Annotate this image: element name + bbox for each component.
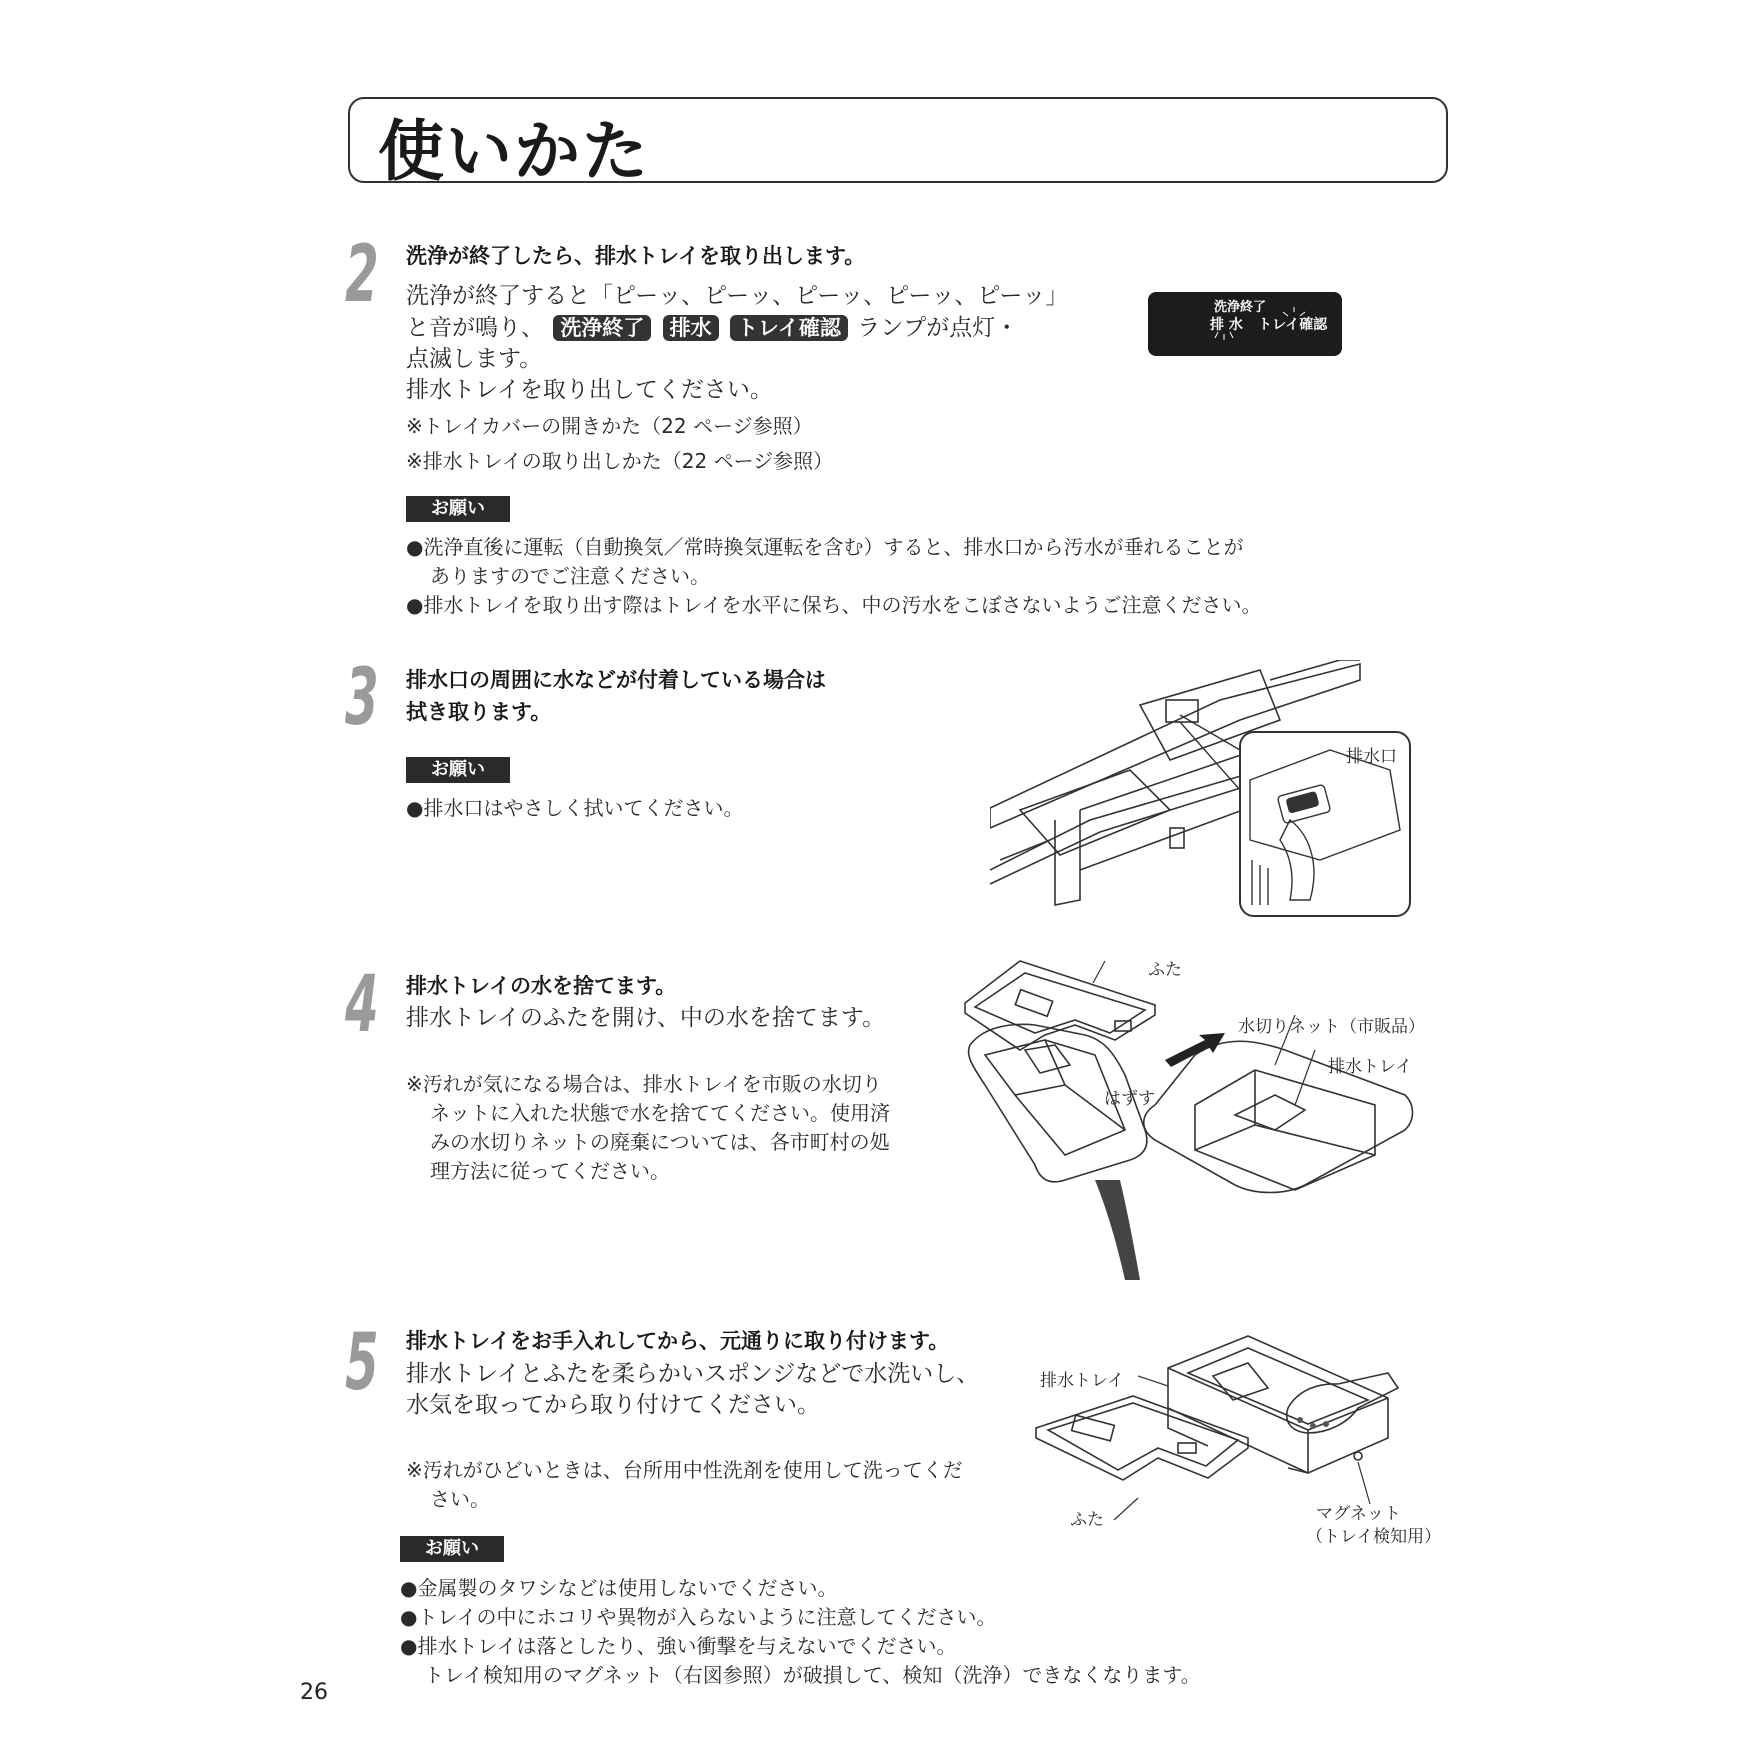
- drain-outlet-illustration: [990, 660, 1420, 920]
- step-4-note3: みの水切りネットの廃棄については、各市町村の処: [430, 1130, 890, 1154]
- tray-emptying-illustration: [955, 955, 1425, 1295]
- step-5-number: 5: [345, 1318, 379, 1408]
- step-5-bullet2: ●トレイの中にホコリや異物が入らないように注意してください。: [400, 1605, 997, 1629]
- lamp-tray-check: トレイ確認: [730, 315, 848, 341]
- step-2-line3: 点滅します。: [406, 346, 543, 372]
- label-draining-net: 水切りネット（市販品）: [1238, 1017, 1425, 1037]
- step-4-body: 排水トレイのふたを開け、中の水を捨てます。: [406, 1005, 886, 1031]
- step-2-note2: ※排水トレイの取り出しかた（22 ページ参照）: [406, 449, 834, 473]
- panel-label-tray-check: トレイ確認: [1258, 317, 1328, 333]
- lamp-wash-end: 洗浄終了: [553, 315, 651, 341]
- step-5-bullet3b: トレイ検知用のマグネット（右図参照）が破損して、検知（洗浄）できなくなります。: [424, 1663, 1201, 1687]
- step-4-number: 4: [345, 960, 379, 1050]
- step-3-heading1: 排水口の周囲に水などが付着している場合は: [406, 668, 826, 692]
- label-drain-tray-5: 排水トレイ: [1040, 1371, 1125, 1391]
- page-title: 使いかた: [378, 113, 650, 190]
- step-5-request-label: お願い: [400, 1536, 504, 1562]
- label-drain-outlet: 排水口: [1346, 747, 1397, 767]
- label-lid: ふた: [1148, 960, 1182, 980]
- step-2-bullet1b: ありますのでご注意ください。: [430, 564, 710, 588]
- step-2-number: 2: [345, 230, 379, 320]
- step-3-request-label: お願い: [406, 757, 510, 783]
- blink-marks-icon: [1148, 292, 1342, 356]
- step-3-heading2: 拭き取ります。: [406, 700, 552, 724]
- control-panel-illustration: [1148, 292, 1342, 356]
- step-5-body2: 水気を取ってから取り付けてください。: [406, 1392, 820, 1418]
- step-2-note1: ※トレイカバーの開きかた（22 ページ参照）: [406, 414, 813, 438]
- step-2-bullet2: ●排水トレイを取り出す際はトレイを水平に保ち、中の汚水をこぼさないようご注意ください。: [406, 593, 1262, 617]
- lamp-drain: 排水: [663, 315, 719, 341]
- step-2-line4: 排水トレイを取り出してください。: [406, 377, 773, 403]
- label-remove: はずす: [1104, 1089, 1155, 1109]
- label-drain-tray: 排水トレイ: [1328, 1057, 1413, 1077]
- panel-label-drain: 排 水: [1210, 317, 1243, 333]
- label-lid-5: ふた: [1070, 1510, 1104, 1530]
- step-2-line2-post: ランプが点灯・: [857, 315, 1019, 341]
- step-3-number: 3: [345, 653, 379, 743]
- step-2-heading: 洗浄が終了したら、排水トレイを取り出します。: [406, 244, 866, 268]
- step-2-line1: 洗浄が終了すると「ピーッ、ピーッ、ピーッ、ピーッ、ピーッ」: [406, 283, 1069, 309]
- step-5-note1: ※汚れがひどいときは、台所用中性洗剤を使用して洗ってくだ: [406, 1458, 963, 1482]
- step-4-note1: ※汚れが気になる場合は、排水トレイを市販の水切り: [406, 1072, 882, 1096]
- step-2-line2-pre: と音が鳴り、: [406, 315, 544, 341]
- step-5-note2: さい。: [430, 1487, 490, 1511]
- step-5-bullet3a: ●排水トレイは落としたり、強い衝撃を与えないでください。: [400, 1634, 957, 1658]
- step-5-body1: 排水トレイとふたを柔らかいスポンジなどで水洗いし、: [406, 1361, 980, 1387]
- step-3-bullet1: ●排水口はやさしく拭いてください。: [406, 796, 744, 820]
- step-4-heading: 排水トレイの水を捨てます。: [406, 974, 677, 998]
- label-magnet-purpose: （トレイ検知用）: [1306, 1527, 1442, 1547]
- step-5-heading: 排水トレイをお手入れしてから、元通りに取り付けます。: [406, 1329, 950, 1353]
- step-4-note4: 理方法に従ってください。: [430, 1159, 670, 1183]
- step-5-bullet1: ●金属製のタワシなどは使用しないでください。: [400, 1576, 838, 1600]
- panel-label-wash-end: 洗浄終了: [1214, 300, 1267, 315]
- step-2-request-label: お願い: [406, 496, 510, 522]
- step-2-line2: [406, 313, 1018, 344]
- label-magnet: マグネット: [1316, 1504, 1401, 1524]
- step-2-bullet1a: ●洗浄直後に運転（自動換気／常時換気運転を含む）すると、排水口から汚水が垂れることが: [406, 535, 1244, 559]
- page-number: 26: [300, 1680, 328, 1705]
- step-4-note2: ネットに入れた状態で水を捨ててください。使用済: [430, 1101, 890, 1125]
